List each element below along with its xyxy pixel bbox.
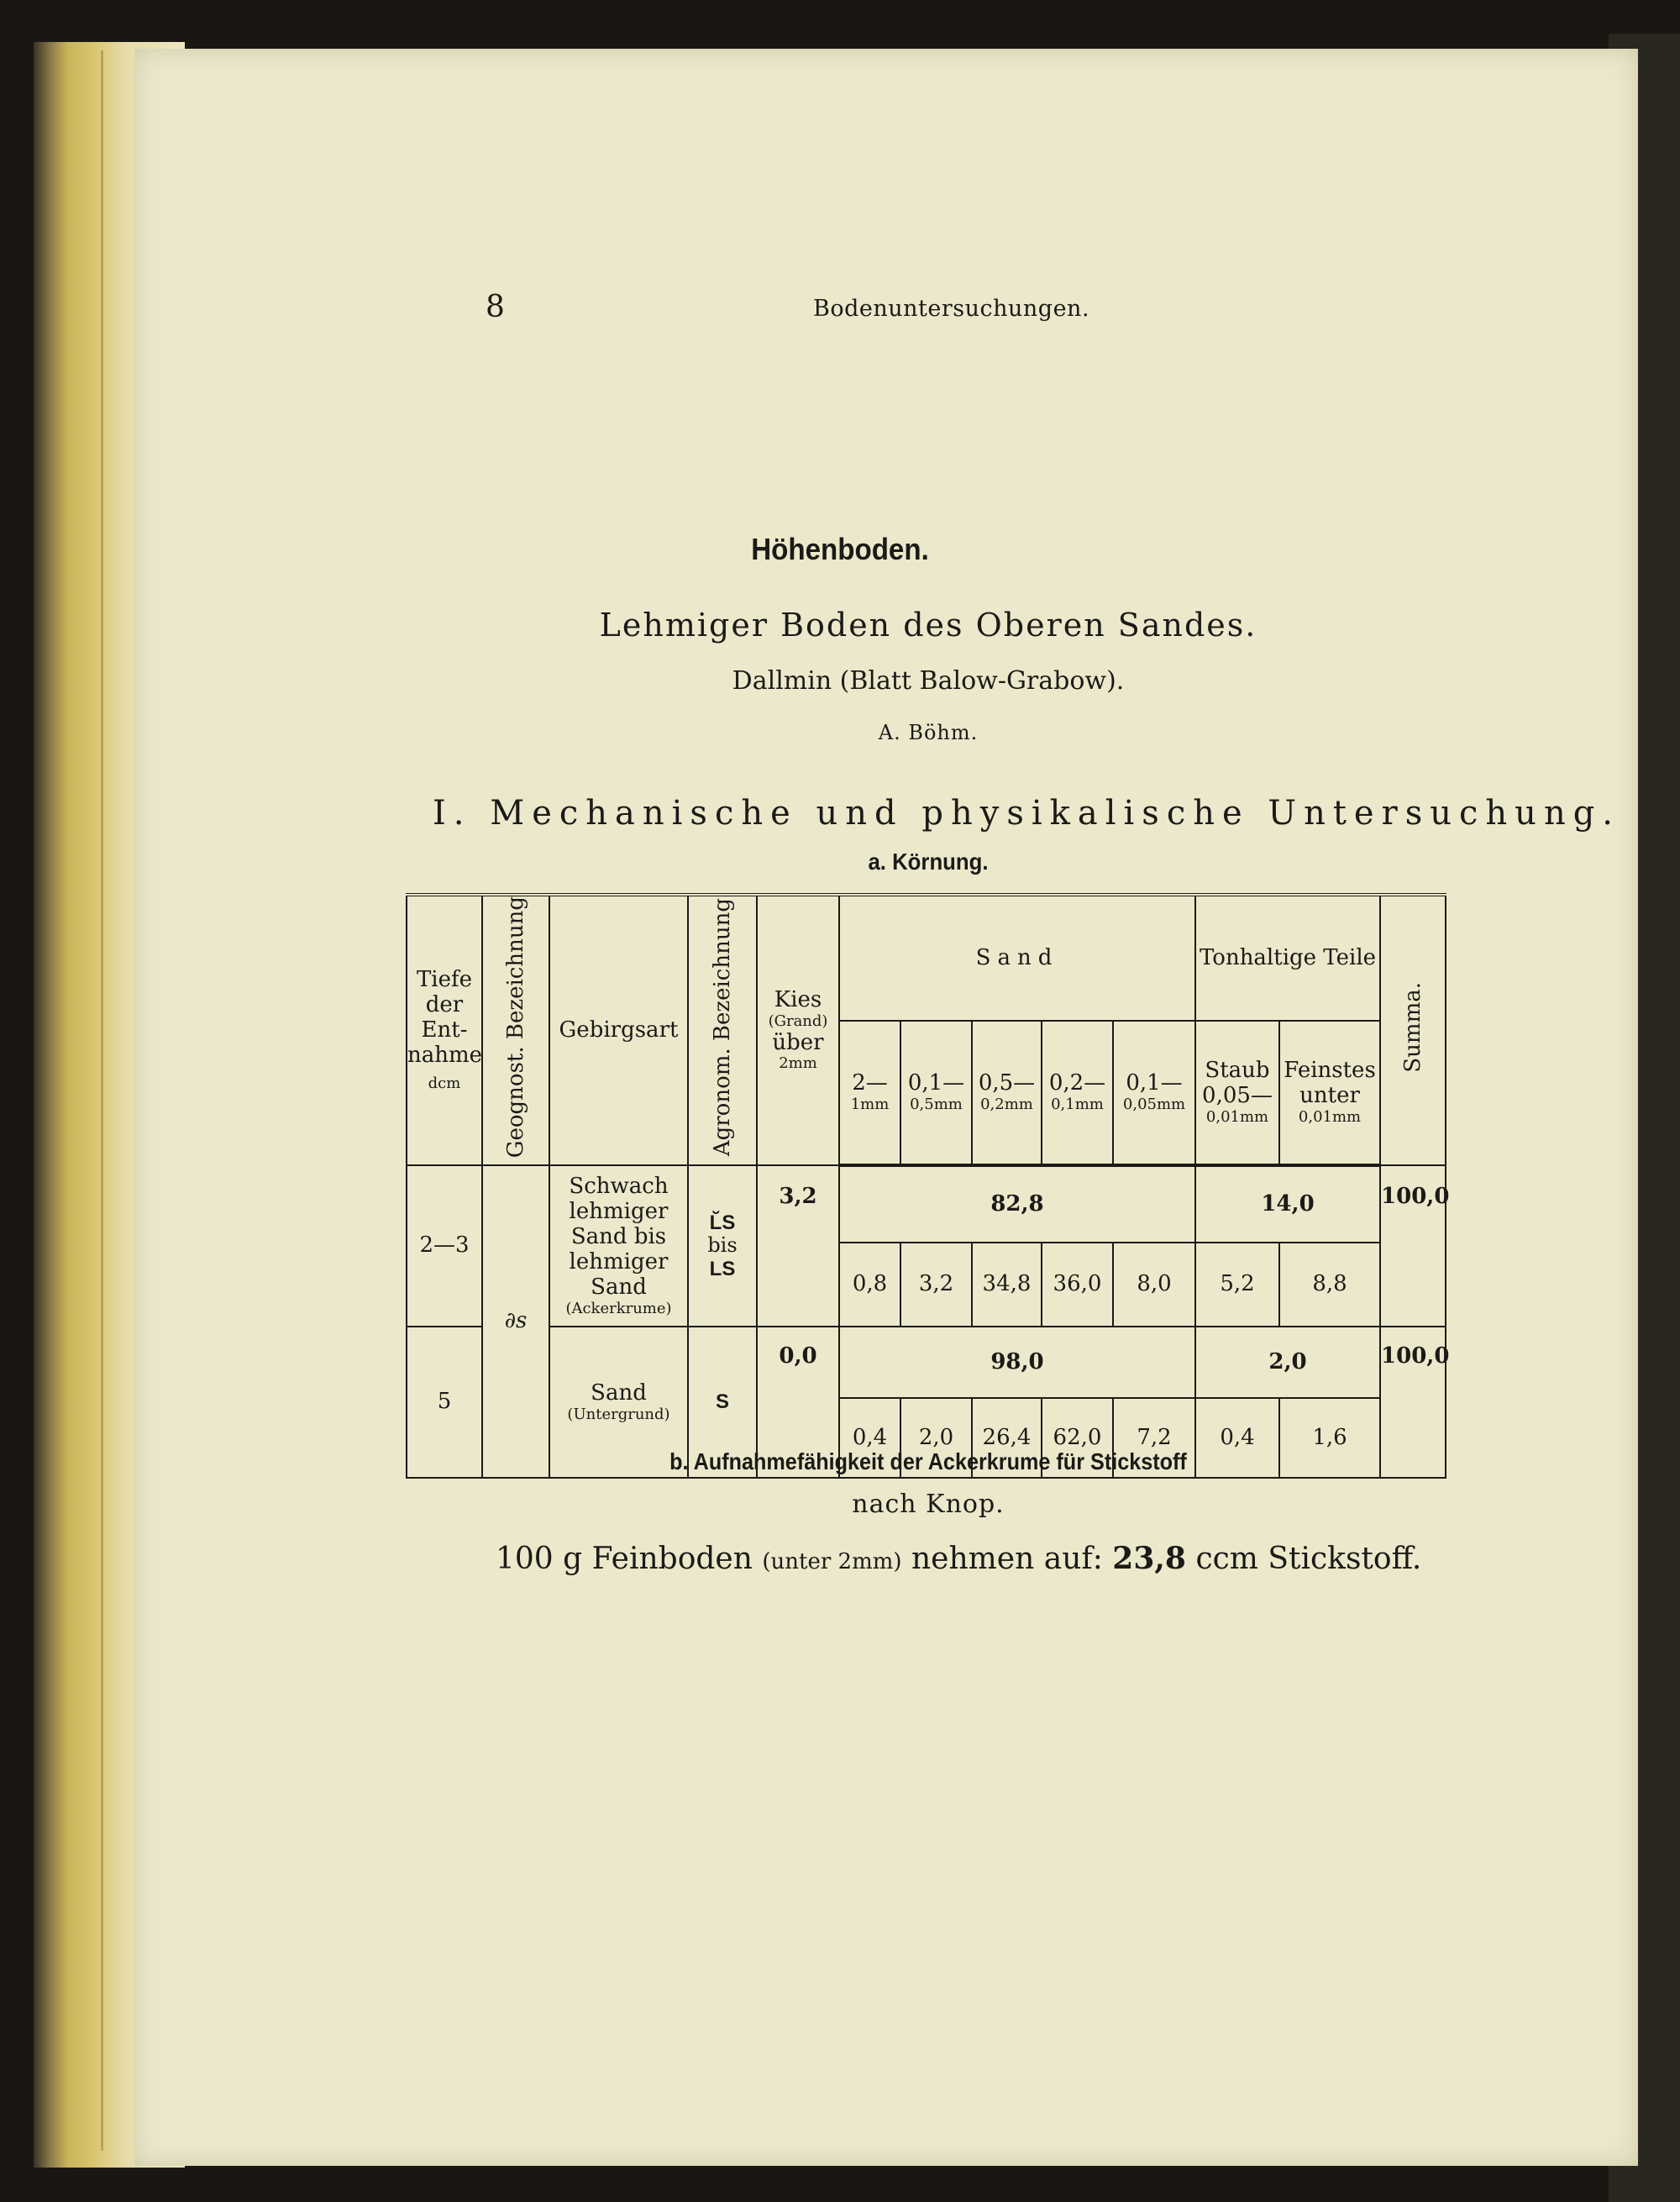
cell-gebirgsart: Sand (Untergrund)	[549, 1327, 688, 1478]
header-sand-fraction-5: 0,1— 0,05mm	[1113, 1021, 1195, 1165]
cell-sand-fraction: 7,2	[1113, 1398, 1195, 1478]
cell-sand-fraction: 26,4	[972, 1398, 1042, 1478]
table-row	[407, 1165, 1446, 1243]
result-middle: nehmen auf:	[911, 1542, 1103, 1576]
subsection-b-method: nach Knop.	[852, 1490, 1005, 1519]
cell-tiefe: 2—3	[407, 1165, 482, 1327]
cell-kies: 0,0	[757, 1327, 839, 1478]
header-tiefe: Tiefe der Ent- nahme dcm	[407, 895, 482, 1165]
cell-summa: 100,0	[1380, 1327, 1446, 1478]
result-prefix: 100 g Feinboden	[496, 1542, 753, 1576]
header-staub: Staub 0,05— 0,01mm	[1195, 1021, 1279, 1165]
section-title: I. Mechanische und physikalische Untersuchung.	[433, 794, 1621, 833]
header-summa: Summa.	[1380, 895, 1446, 1165]
cell-ton-total: 14,0	[1195, 1165, 1380, 1243]
cell-tiefe: 5	[407, 1327, 482, 1478]
table-row	[407, 1327, 1446, 1398]
cell-sand-total: 82,8	[839, 1165, 1195, 1243]
cell-agronom: S	[688, 1327, 757, 1478]
subsection-a-title: a. Körnung.	[868, 849, 989, 875]
cell-summa: 100,0	[1380, 1165, 1446, 1327]
running-head: Bodenuntersuchungen.	[813, 296, 1090, 322]
header-feinstes: Feinstes unter 0,01mm	[1279, 1021, 1380, 1165]
header-sand-fraction-2: 0,1— 0,5mm	[900, 1021, 972, 1165]
nitrogen-result	[496, 1541, 1421, 1576]
cell-ton-total: 2,0	[1195, 1327, 1380, 1398]
spine-line	[101, 50, 103, 2151]
header-agronom: Agronom. Bezeichnung	[688, 895, 757, 1165]
cell-feinstes: 8,8	[1279, 1243, 1380, 1327]
cell-sand-fraction: 34,8	[972, 1243, 1042, 1327]
header-sand-fraction-3: 0,5— 0,2mm	[972, 1021, 1042, 1165]
result-unit-note: (unter 2mm)	[762, 1549, 902, 1574]
page-number: 8	[486, 290, 505, 324]
cell-feinstes: 1,6	[1279, 1398, 1380, 1478]
header-gebirgsart: Gebirgsart	[549, 895, 688, 1165]
cell-geognost: ∂s	[482, 1165, 549, 1478]
cell-agronom: L̆S bis LS	[688, 1165, 757, 1327]
result-suffix: ccm Stickstoff.	[1195, 1542, 1422, 1576]
result-value: 23,8	[1112, 1541, 1186, 1576]
cell-sand-fraction: 8,0	[1113, 1243, 1195, 1327]
cell-sand-fraction: 36,0	[1042, 1243, 1113, 1327]
locality: Dallmin (Blatt Balow-Grabow).	[732, 666, 1125, 696]
header-sand-fraction-1: 2— 1mm	[839, 1021, 900, 1165]
page-title: Höhenboden.	[751, 532, 929, 566]
cell-staub: 5,2	[1195, 1243, 1279, 1327]
grain-size-table	[406, 893, 1450, 1479]
cell-staub: 0,4	[1195, 1398, 1279, 1478]
cell-sand-fraction: 0,8	[839, 1243, 900, 1327]
cell-sand-total: 98,0	[839, 1327, 1195, 1398]
author: A. Böhm.	[878, 721, 979, 744]
header-sand: Sand	[839, 895, 1195, 1021]
cell-sand-fraction: 62,0	[1042, 1398, 1113, 1478]
subtitle: Lehmiger Boden des Oberen Sandes.	[599, 607, 1257, 644]
cell-sand-fraction: 3,2	[900, 1243, 972, 1327]
header-tonhaltige: Tonhaltige Teile	[1195, 895, 1380, 1021]
cell-kies: 3,2	[757, 1165, 839, 1327]
cell-sand-fraction: 0,4	[839, 1398, 900, 1478]
header-geognost: Geognost. Bezeichnung	[482, 895, 549, 1165]
header-kies: Kies (Grand) über 2mm	[757, 895, 839, 1165]
cell-gebirgsart: Schwach lehmiger Sand bis lehmiger Sand (Ackerkrume)	[549, 1165, 688, 1327]
subsection-b-title: b. Aufnahmefähigkeit der Ackerkrume für Stickstoff	[669, 1448, 1187, 1474]
cell-sand-fraction: 2,0	[900, 1398, 972, 1478]
header-sand-fraction-4: 0,2— 0,1mm	[1042, 1021, 1113, 1165]
